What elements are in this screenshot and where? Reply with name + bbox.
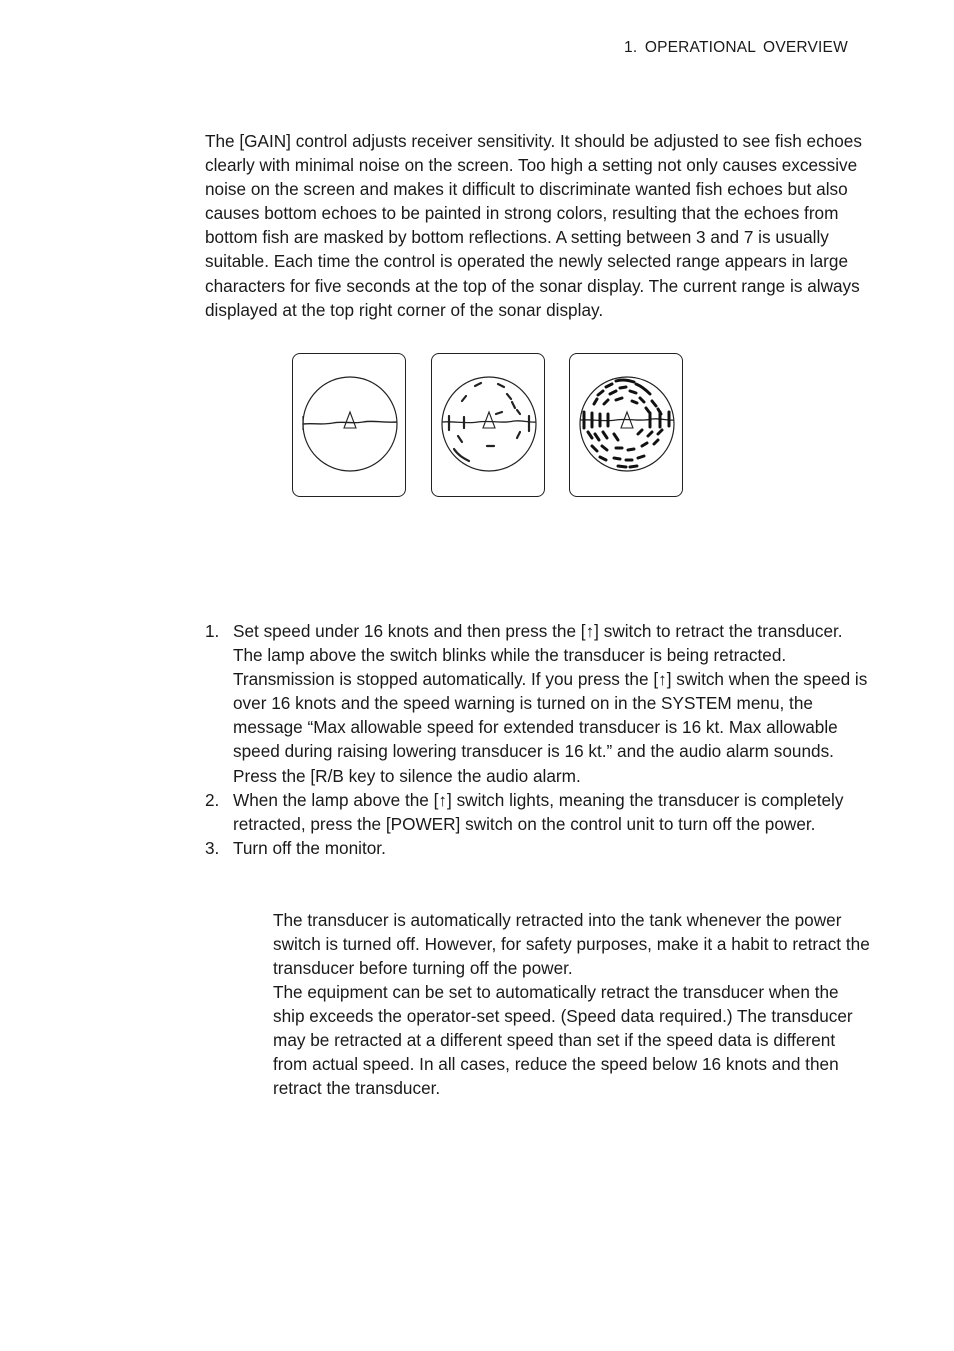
step-1 <box>205 619 873 788</box>
step-number: 2. <box>205 789 220 810</box>
step-2 <box>205 788 873 836</box>
step-3 <box>205 836 873 860</box>
step-text: Turn off the monitor. <box>233 837 386 858</box>
sonar-circle-high <box>570 354 684 498</box>
note-auto-retract-speed: The equipment can be set to automatically retract the transducer when the ship exceeds the operator-set speed. (Speed data required.) The transducer may be retracted at a different speed than set if the speed data is different from actual speed. In all cases, reduce the speed below 16 knots and then retract the transducer. <box>273 982 853 1099</box>
step-number: 1. <box>205 621 220 641</box>
gain-figure <box>292 353 692 499</box>
step-text: When the lamp above the [↑] switch lights, meaning the transducer is completely retracted, press the [POWER] switch on the control unit to turn off the power. <box>233 789 844 834</box>
note-auto-retract-power-off: The transducer is automatically retracted into the tank whenever the power switch is turned off. However, for safety purposes, make it a habit to retract the transducer before turning off the power. <box>273 910 870 979</box>
sonar-display-proper-gain <box>431 353 545 497</box>
sonar-display-low-gain <box>292 353 406 497</box>
sonar-circle-low <box>293 354 407 498</box>
step-text: Set speed under 16 knots and then press the [↑] switch to retract the transducer. The lamp above the switch blinks while the transducer is being retracted. Transmission is stopped automatically. If you press the [↑] switch when the speed is over 16 knots and the speed warning is turned on in the SYSTEM menu, the message “Max allowable speed for extended transducer is 16 kt. Max allowable speed during raising lowering transducer is 16 kt.” and the audio alarm sounds. Press the [R/B key to silence the audio alarm. <box>233 621 868 786</box>
step-number: 3. <box>205 837 220 858</box>
sonar-display-high-gain <box>569 353 683 497</box>
gain-paragraph: The [GAIN] control adjusts receiver sensitivity. It should be adjusted to see fish echoes clearly with minimal noise on the screen. Too high a setting not only causes excessive noise on the screen and makes it difficult to discriminate wanted fish echoes but also causes bottom echoes to be painted in strong colors, resulting that the echoes from bottom fish are masked by bottom reflections. A setting between 3 and 7 is usually suitable. Each time the control is operated the newly selected range appears in large characters for five seconds at the top of the sonar display. The current range is always displayed at the top right corner of the sonar display. <box>205 131 862 320</box>
retract-steps-list <box>205 619 873 860</box>
page-header: 1. OPERATIONAL OVERVIEW <box>624 39 848 56</box>
sonar-circle-mid <box>432 354 546 498</box>
